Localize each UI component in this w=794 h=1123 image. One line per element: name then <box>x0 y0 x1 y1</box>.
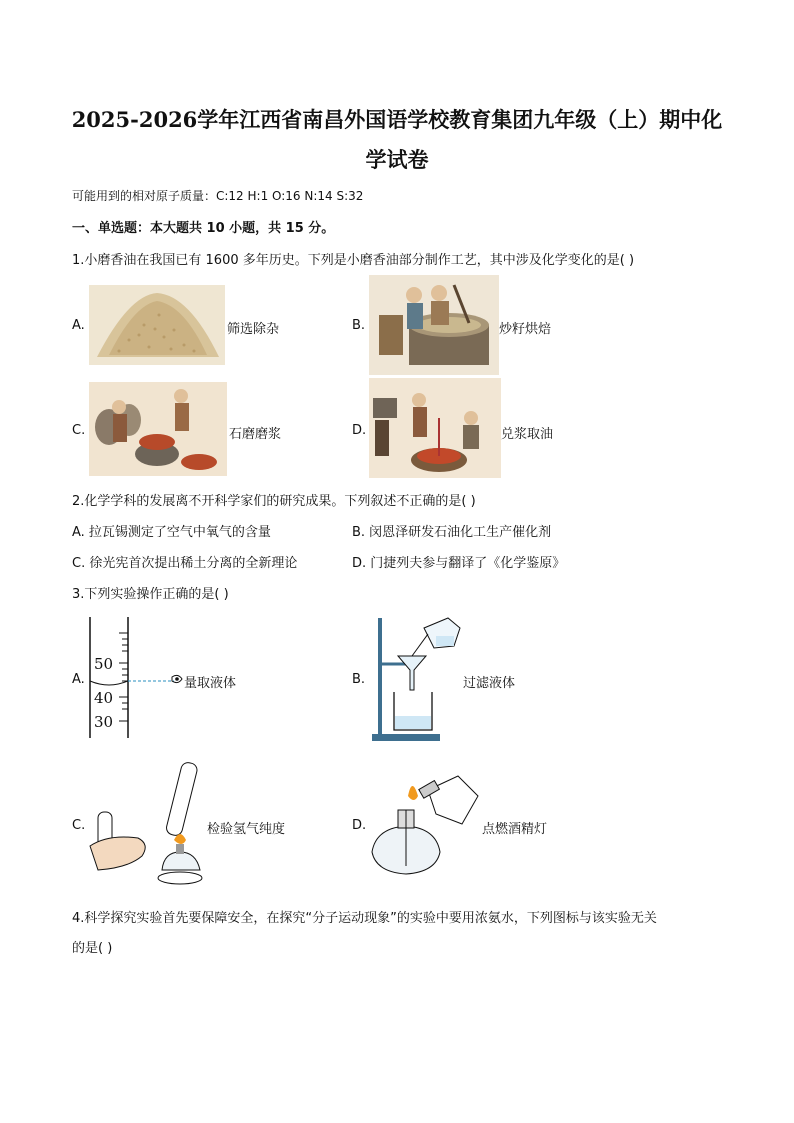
q2-option-d: D. 门捷列夫参与翻译了《化学鉴原》 <box>352 556 566 571</box>
q3-option-b-letter: B. <box>352 672 366 687</box>
q1-option-d-label: 兑浆取油 <box>501 427 554 442</box>
q1-option-a-label: 筛选除杂 <box>227 322 280 337</box>
q1-option-a-letter: A. <box>72 318 85 333</box>
q2-option-a: A. 拉瓦锡测定了空气中氧气的含量 <box>72 525 271 540</box>
q1-option-b-letter: B. <box>352 318 366 333</box>
exam-title <box>60 100 734 180</box>
q3-option-b-label: 过滤液体 <box>463 676 516 691</box>
question-3-stem: 3.下列实验操作正确的是( ) <box>72 587 229 602</box>
q1-option-d-letter: D. <box>352 423 367 438</box>
q1-option-b-label: 炒籽烘焙 <box>499 322 552 337</box>
exam-title-line1: 2025-2026学年江西省南昌外国语学校教育集团九年级（上）期中化 <box>71 107 723 132</box>
q3-option-c-letter: C. <box>72 818 86 833</box>
alcohol-lamp-diagram <box>366 766 484 884</box>
cylinder-tick-50: 50 <box>94 655 114 673</box>
q1-option-c-letter: C. <box>72 423 86 438</box>
exam-title-line2: 学试卷 <box>365 147 429 172</box>
cylinder-tick-40: 40 <box>94 689 114 707</box>
graduated-cylinder-diagram <box>86 615 186 740</box>
oil-extraction-image <box>369 378 501 478</box>
q3-option-d-label: 点燃酒精灯 <box>482 822 548 837</box>
stone-grinding-image <box>89 382 227 476</box>
question-1-stem: 1.小磨香油在我国已有 1600 多年历史。下列是小磨香油部分制作工艺，其中涉及化学变化的是( ) <box>72 253 635 268</box>
filtration-apparatus-diagram <box>368 612 464 744</box>
q3-option-a-label: 量取液体 <box>184 676 237 691</box>
question-4-stem-line2: 的是( ) <box>72 941 113 956</box>
cylinder-tick-30: 30 <box>94 713 114 731</box>
q2-option-c: C. 徐光宪首次提出稀土分离的全新理论 <box>72 556 298 571</box>
q3-option-c-label: 检验氢气纯度 <box>207 822 286 837</box>
roasting-seeds-image <box>369 275 499 375</box>
question-4-stem-line1: 4.科学探究实验首先要保障安全，在探究“分子运动现象”的实验中要用浓氨水，下列图标与该实验无关 <box>72 911 657 926</box>
q3-option-d-letter: D. <box>352 818 367 833</box>
sesame-seeds-image <box>89 285 225 365</box>
question-2-stem: 2.化学学科的发展离不开科学家们的研究成果。下列叙述不正确的是( ) <box>72 494 476 509</box>
atomic-masses-note: 可能用到的相对原子质量：C:12 H:1 O:16 N:14 S:32 <box>72 189 364 203</box>
section-heading: 一、单选题：本大题共 10 小题，共 15 分。 <box>72 221 335 236</box>
q2-option-b: B. 闵恩泽研发石油化工生产催化剂 <box>352 525 552 540</box>
q3-option-a-letter: A. <box>72 672 85 687</box>
q1-option-c-label: 石磨磨浆 <box>229 427 282 442</box>
hydrogen-purity-test-diagram <box>88 758 210 890</box>
